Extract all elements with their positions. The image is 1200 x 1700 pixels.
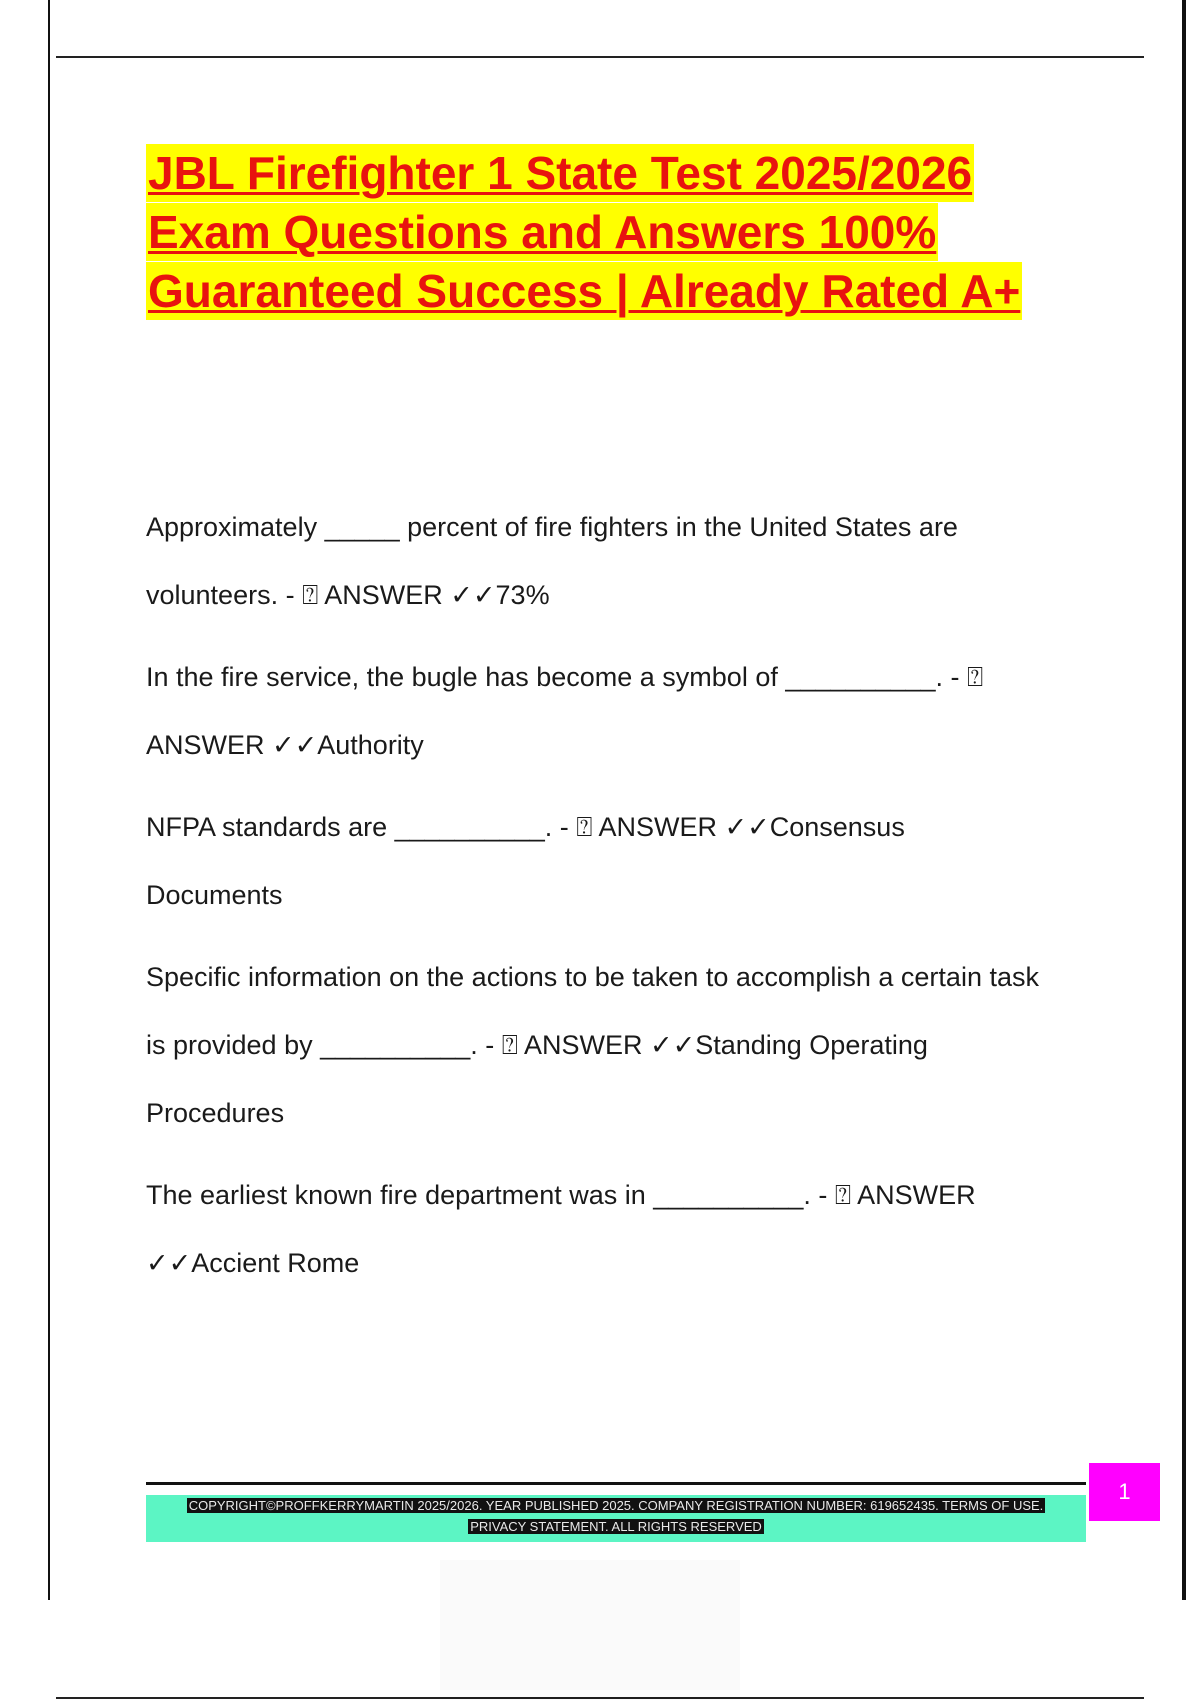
qa-item-3-line-2: Documents	[146, 880, 283, 910]
qa-item-3-line-1: NFPA standards are __________. - ⍰ ANSWER ✓✓Consensus	[146, 812, 905, 842]
page-border-left	[48, 0, 50, 1600]
title-line-3: Guaranteed Success | Already Rated A+	[146, 262, 1022, 320]
document-title	[146, 144, 1146, 321]
qa-item-1-line-1: Approximately _____ percent of fire fighters in the United States are	[146, 512, 958, 542]
title-line-2: Exam Questions and Answers 100%	[146, 203, 938, 261]
qa-item-3	[146, 793, 1096, 929]
header-rule	[56, 56, 1144, 58]
title-line-1: JBL Firefighter 1 State Test 2025/2026	[146, 144, 974, 202]
page-number-badge: 1	[1089, 1463, 1160, 1521]
qa-item-4-line-3: Procedures	[146, 1098, 285, 1128]
qa-item-4	[146, 943, 1096, 1147]
copyright-footer	[146, 1495, 1086, 1542]
next-page-rule	[56, 1697, 1144, 1699]
qa-item-2	[146, 643, 1096, 779]
qa-item-1-line-2: volunteers. - ⍰ ANSWER ✓✓73%	[146, 580, 550, 610]
qa-item-4-line-1: Specific information on the actions to be taken to accomplish a certain task	[146, 962, 1039, 992]
qa-item-2-line-1: In the fire service, the bugle has become a symbol of __________. - ⍰	[146, 662, 984, 692]
qa-item-5-line-1: The earliest known fire department was in __________. - ⍰ ANSWER	[146, 1180, 976, 1210]
page-shadow	[440, 1560, 740, 1690]
copyright-line-2: PRIVACY STATEMENT. ALL RIGHTS RESERVED	[470, 1519, 762, 1534]
page-border-right	[1182, 0, 1186, 1600]
qa-item-5-line-2: ✓✓Accient Rome	[146, 1248, 360, 1278]
qa-item-1	[146, 493, 1096, 629]
footer-rule	[146, 1482, 1086, 1485]
copyright-line-1: COPYRIGHT©PROFFKERRYMARTIN 2025/2026. YEAR PUBLISHED 2025. COMPANY REGISTRATION NUMBER: 619652435. TERMS OF USE.	[188, 1498, 1044, 1513]
question-answer-list	[146, 493, 1096, 1311]
qa-item-5	[146, 1161, 1096, 1297]
qa-item-4-line-2: is provided by __________. - ⍰ ANSWER ✓✓Standing Operating	[146, 1030, 928, 1060]
qa-item-2-line-2: ANSWER ✓✓Authority	[146, 730, 424, 760]
